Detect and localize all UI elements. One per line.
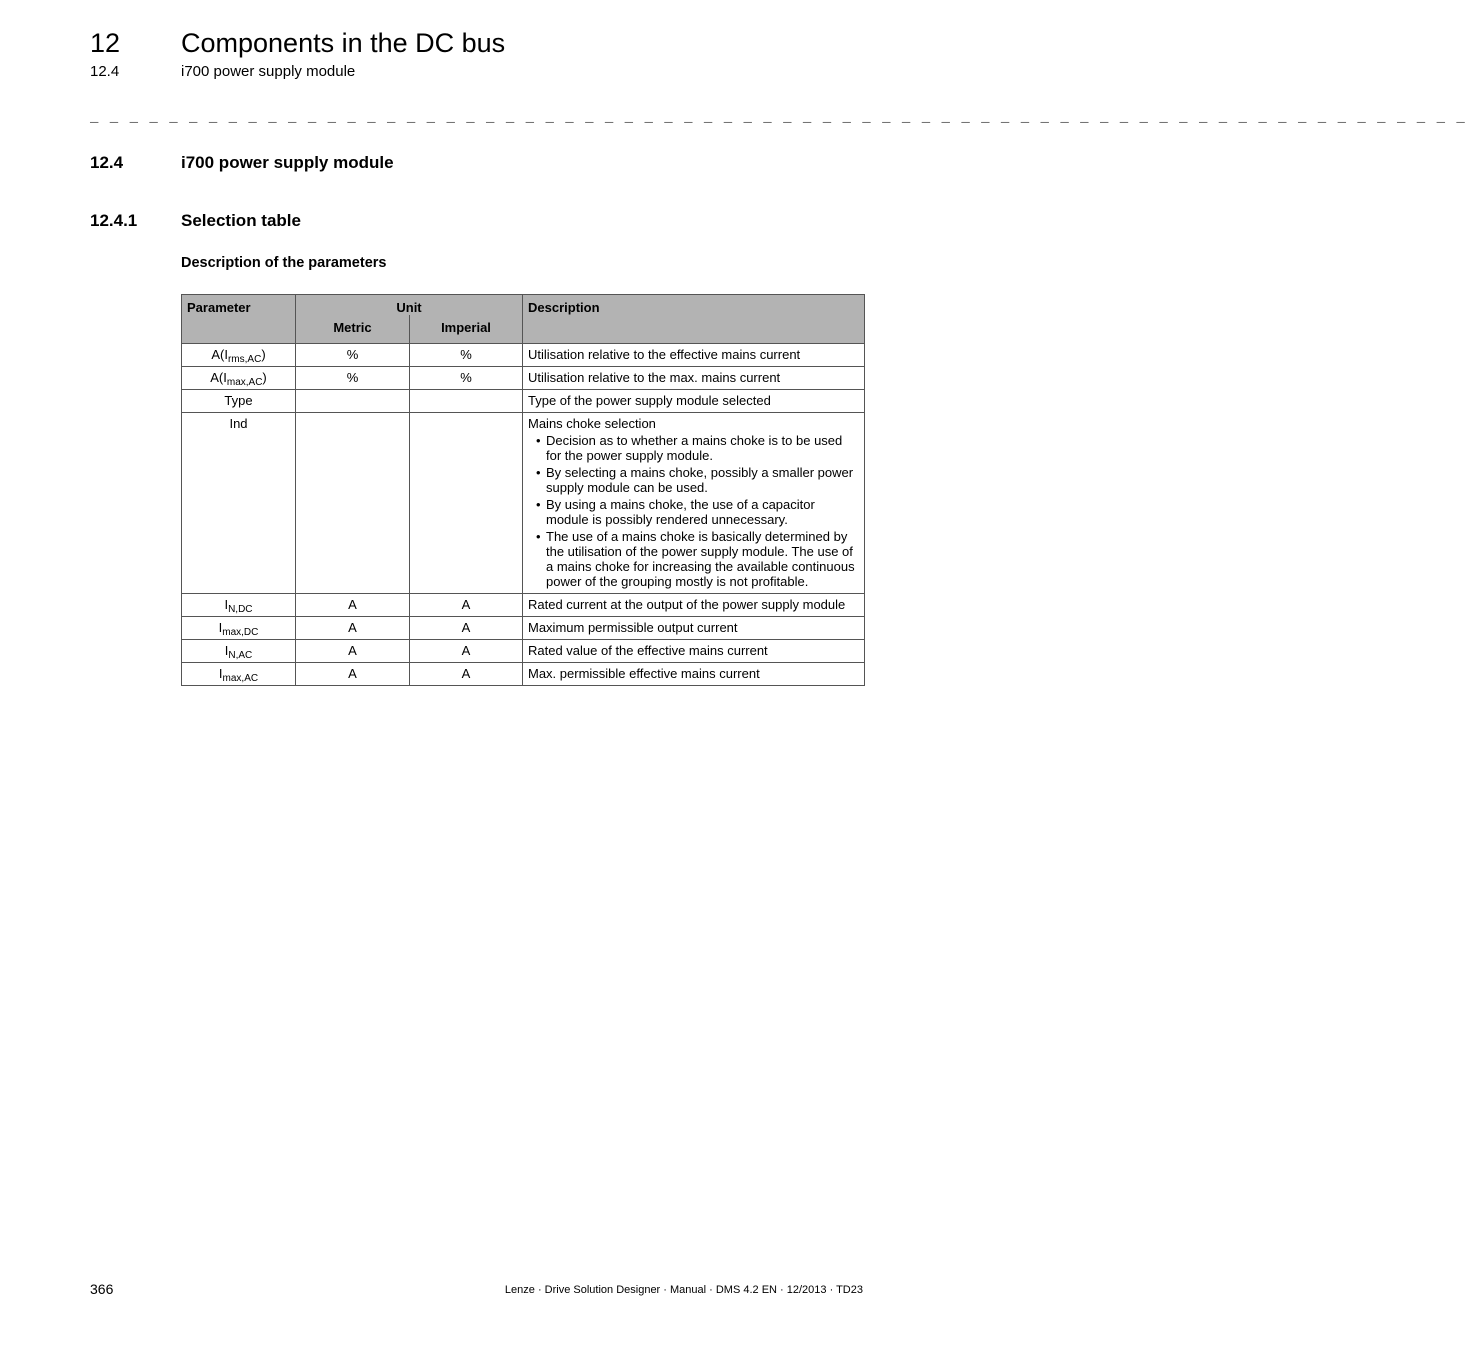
description-cell: Utilisation relative to the effective mains current (523, 344, 865, 367)
param-cell: $I_{N,AC}$ (182, 640, 296, 663)
description-cell: Maximum permissible output current (523, 617, 865, 640)
table-row (182, 663, 865, 686)
metric-cell (296, 390, 410, 413)
param-cell: $A(I_{max,AC})$ (182, 367, 296, 390)
header-unit: Unit (296, 295, 523, 316)
description-cell: Type of the power supply module selected (523, 390, 865, 413)
chapter-title: Components in the DC bus (181, 28, 506, 58)
imperial-cell: % (410, 367, 523, 390)
param-cell: Type (182, 390, 296, 413)
param-cell: $A(I_{rms,AC})$ (182, 344, 296, 367)
bullet-list (528, 433, 859, 589)
imperial-cell: A (410, 594, 523, 617)
table-row (182, 640, 865, 663)
description-cell: Utilisation relative to the max. mains current (523, 367, 865, 390)
subsection-title: Selection table (181, 211, 301, 230)
table-row (182, 413, 865, 594)
metric-cell (296, 413, 410, 594)
table-row (182, 390, 865, 413)
metric-cell: A (296, 640, 410, 663)
header-section-title: i700 power supply module (181, 63, 356, 80)
footer-publication: Lenze · Drive Solution Designer · Manual · DMS 4.2 EN · 12/2013 · TD23 (504, 1284, 863, 1296)
imperial-cell: A (410, 640, 523, 663)
section-title: i700 power supply module (181, 153, 394, 172)
bullet-item: • By selecting a mains choke, possibly a smaller power supply module can be used. (546, 465, 859, 495)
table-header (182, 295, 865, 344)
imperial-cell: % (410, 344, 523, 367)
page-number: 366 (90, 1281, 114, 1297)
imperial-cell (410, 390, 523, 413)
header-parameter: Parameter (182, 295, 296, 344)
param-cell: $I_{max,DC}$ (182, 617, 296, 640)
parameter-table (181, 294, 865, 686)
table-row (182, 617, 865, 640)
param-cell: $I_{max,AC}$ (182, 663, 296, 686)
metric-cell: % (296, 367, 410, 390)
header-metric: Metric (296, 315, 410, 344)
table-row (182, 367, 865, 390)
header-description: Description (523, 295, 865, 344)
table-row (182, 594, 865, 617)
bullet-item: • Decision as to whether a mains choke is to be used for the power supply module. (546, 433, 859, 463)
chapter-number: 12 (90, 28, 121, 58)
imperial-cell: A (410, 663, 523, 686)
param-cell: Ind (182, 413, 296, 594)
subsection-number: 12.4.1 (90, 211, 138, 230)
imperial-cell (410, 413, 523, 594)
metric-cell: A (296, 594, 410, 617)
imperial-cell: A (410, 617, 523, 640)
section-number: 12.4 (90, 153, 124, 172)
description-cell: Rated current at the output of the power supply module (523, 594, 865, 617)
description-cell: Max. permissible effective mains current (523, 663, 865, 686)
parameters-subheading: Description of the parameters (181, 255, 387, 271)
description-cell: Rated value of the effective mains current (523, 640, 865, 663)
header-section-number: 12.4 (90, 63, 120, 80)
metric-cell: A (296, 663, 410, 686)
metric-cell: % (296, 344, 410, 367)
param-cell: $I_{N,DC}$ (182, 594, 296, 617)
bullet-item: • By using a mains choke, the use of a capacitor module is possibly rendered unnecessary. (546, 497, 859, 527)
bullet-item: • The use of a mains choke is basically determined by the utilisation of the power supply module. The use of a mains choke for increasing the available continuous power of the grouping mostly is not profitable. (546, 529, 859, 589)
description-lead: Mains choke selection (528, 416, 656, 431)
table-row (182, 344, 865, 367)
header-imperial: Imperial (410, 315, 523, 344)
metric-cell: A (296, 617, 410, 640)
header-separator: _ _ _ _ _ _ _ _ _ _ _ _ _ _ _ _ _ _ _ _ _ _ _ _ _ _ _ _ _ _ _ _ _ _ _ _ _ _ _ _ _ _ _ _ _ _ _ _ _ _ _ _ _ _ _ _ _ _ _ _ _ _ _ _ _ _ _ _ _ _ (90, 110, 1466, 126)
description-cell (523, 413, 865, 594)
